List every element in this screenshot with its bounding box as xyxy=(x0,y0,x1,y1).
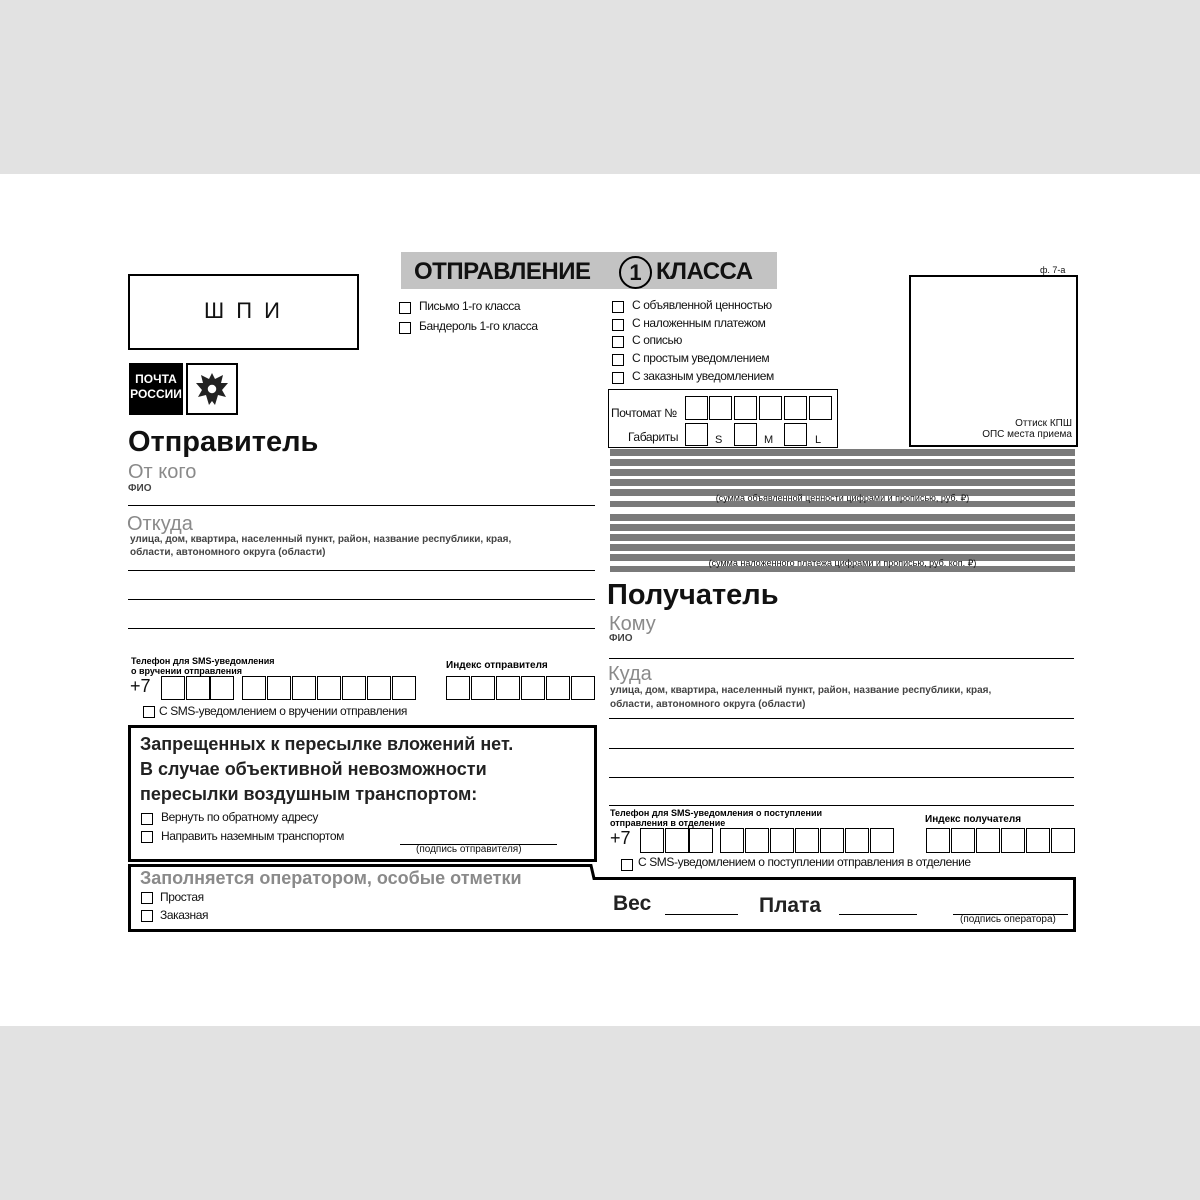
inventory-label: С описью xyxy=(632,333,682,347)
recipient-phone-digit-cell[interactable] xyxy=(870,828,894,853)
sender-index-digit-cell[interactable] xyxy=(521,676,545,700)
postamat-digit-cell[interactable] xyxy=(709,396,732,420)
recipient-index-digit-cell[interactable] xyxy=(1001,828,1025,853)
postamat-digit-cell[interactable] xyxy=(685,396,708,420)
sender-index-label: Индекс отправителя xyxy=(446,660,548,671)
return-checkbox[interactable] xyxy=(141,813,153,825)
recipient-to-label: Кому xyxy=(609,613,656,635)
sender-address-line[interactable] xyxy=(128,570,595,571)
sender-name-hint: ФИО xyxy=(128,483,152,494)
recipient-index-label: Индекс получателя xyxy=(925,814,1022,825)
letter-checkbox[interactable] xyxy=(399,302,411,314)
recipient-phone-digit-cell[interactable] xyxy=(665,828,689,853)
sender-phone-label-1: Телефон для SMS-уведомления xyxy=(131,656,275,666)
recipient-phone-digit-cell[interactable] xyxy=(820,828,844,853)
sender-phone-digit-cell[interactable] xyxy=(292,676,316,700)
sender-sms-label: С SMS-уведомлением о вручении отправления xyxy=(159,704,408,718)
operator-signature-caption: (подпись оператора) xyxy=(960,914,1056,925)
weight-line[interactable] xyxy=(665,914,738,915)
simple-label: Простая xyxy=(160,890,204,904)
sender-phone-digit-cell[interactable] xyxy=(367,676,391,700)
stripe xyxy=(610,469,1075,476)
recipient-index-digit-cell[interactable] xyxy=(926,828,950,853)
sender-index-digit-cell[interactable] xyxy=(446,676,470,700)
recipient-phone-prefix: +7 xyxy=(610,828,631,848)
sender-title: Отправитель xyxy=(128,426,319,458)
recipient-phone-digit-cell[interactable] xyxy=(640,828,664,853)
sender-address-hint-1: улица, дом, квартира, населенный пункт, район, название республики, края, xyxy=(130,534,512,545)
sender-phone-digit-cell[interactable] xyxy=(342,676,366,700)
postamat-digit-cell[interactable] xyxy=(734,396,757,420)
sender-phone-digit-cell[interactable] xyxy=(317,676,341,700)
operator-title: Заполняется оператором, особые отметки xyxy=(140,868,522,888)
sender-phone-prefix: +7 xyxy=(130,676,151,696)
sender-sms-checkbox[interactable] xyxy=(143,706,155,718)
recipient-phone-digit-cell[interactable] xyxy=(745,828,769,853)
return-label: Вернуть по обратному адресу xyxy=(161,810,318,824)
sender-signature-caption: (подпись отправителя) xyxy=(416,844,522,855)
stamp-label-1: Оттиск КПШ xyxy=(1015,418,1072,429)
stripe xyxy=(610,459,1075,466)
recipient-phone-digit-cell[interactable] xyxy=(845,828,869,853)
prohibited-line-2: В случае объективной невозможности xyxy=(140,759,487,779)
stripe xyxy=(610,479,1075,486)
cod-caption: (сумма наложенного платежа цифрами и прописью, руб. коп. ₽) xyxy=(708,558,977,568)
recipient-address-line[interactable] xyxy=(609,805,1074,806)
eagle-emblem-icon xyxy=(186,363,238,415)
declared-value-checkbox[interactable] xyxy=(612,301,624,313)
recipient-phone-digit-cell[interactable] xyxy=(689,828,713,853)
recipient-address-line[interactable] xyxy=(609,718,1074,719)
registered-notice-label: С заказным уведомлением xyxy=(632,369,774,383)
sender-phone-label-2: о вручении отправления xyxy=(131,666,243,676)
sender-name-line[interactable] xyxy=(128,505,595,506)
recipient-name-hint: ФИО xyxy=(609,633,633,644)
inventory-checkbox[interactable] xyxy=(612,336,624,348)
sender-phone-digit-cell[interactable] xyxy=(392,676,416,700)
postamat-digit-cell[interactable] xyxy=(784,396,807,420)
sender-phone-digit-cell[interactable] xyxy=(161,676,185,700)
payment-line[interactable] xyxy=(839,914,917,915)
recipient-index-digit-cell[interactable] xyxy=(976,828,1000,853)
prohibited-line-1: Запрещенных к пересылке вложений нет. xyxy=(140,734,514,754)
size-m-label: M xyxy=(764,434,774,446)
recipient-index-digit-cell[interactable] xyxy=(1026,828,1050,853)
prohibited-line-3: пересылки воздушным транспортом: xyxy=(140,784,478,804)
sender-address-line[interactable] xyxy=(128,628,595,629)
sender-index-digit-cell[interactable] xyxy=(546,676,570,700)
recipient-phone-digit-cell[interactable] xyxy=(795,828,819,853)
stripe xyxy=(610,534,1075,541)
recipient-title: Получатель xyxy=(607,579,779,611)
size-l-box[interactable] xyxy=(784,423,807,446)
class-number-circle: 1 xyxy=(619,256,652,289)
size-m-box[interactable] xyxy=(734,423,757,446)
sender-address-hint-2: области, автономного округа (области) xyxy=(130,547,326,558)
stripe xyxy=(610,544,1075,551)
form-sheet xyxy=(0,174,1200,1026)
weight-label: Вес xyxy=(613,892,652,915)
declared-value-caption: (сумма объявленной ценности цифрами и прописью, руб. ₽) xyxy=(715,493,970,503)
cod-label: С наложенным платежом xyxy=(632,316,766,330)
sender-address-line[interactable] xyxy=(128,599,595,600)
shpi-label: Ш П И xyxy=(203,298,283,323)
registered-label: Заказная xyxy=(160,908,209,922)
recipient-name-line[interactable] xyxy=(609,658,1074,659)
postamat-digit-cell[interactable] xyxy=(809,396,832,420)
recipient-address-line[interactable] xyxy=(609,748,1074,749)
simple-notice-checkbox[interactable] xyxy=(612,354,624,366)
sender-index-digit-cell[interactable] xyxy=(471,676,495,700)
stamp-label-2: ОПС места приема xyxy=(982,429,1072,440)
sender-index-digit-cell[interactable] xyxy=(571,676,595,700)
recipient-phone-digit-cell[interactable] xyxy=(770,828,794,853)
sender-from-label: От кого xyxy=(128,461,197,483)
recipient-index-digit-cell[interactable] xyxy=(951,828,975,853)
dimensions-label: Габариты xyxy=(628,430,679,444)
parcel-checkbox[interactable] xyxy=(399,322,411,334)
postamat-digit-cell[interactable] xyxy=(759,396,782,420)
recipient-phone-label-2: отправления в отделение xyxy=(610,818,726,828)
declared-value-label: С объявленной ценностью xyxy=(632,298,772,312)
stripe xyxy=(610,514,1075,521)
size-s-box[interactable] xyxy=(685,423,708,446)
stripe xyxy=(610,449,1075,456)
sender-phone-digit-cell[interactable] xyxy=(186,676,210,700)
registered-notice-checkbox[interactable] xyxy=(612,372,624,384)
recipient-sms-label: С SMS-уведомлением о поступлении отправления в отделение xyxy=(638,855,971,869)
sender-phone-digit-cell[interactable] xyxy=(242,676,266,700)
registered-checkbox[interactable] xyxy=(141,910,153,922)
cod-checkbox[interactable] xyxy=(612,319,624,331)
payment-label: Плата xyxy=(759,894,822,917)
sender-where-label: Откуда xyxy=(127,513,193,535)
stripe xyxy=(610,524,1075,531)
sender-phone-digit-cell[interactable] xyxy=(210,676,234,700)
postamat-label: Почтомат № xyxy=(611,406,677,420)
logo-line-1: ПОЧТА xyxy=(135,372,177,386)
letter-option-label: Письмо 1-го класса xyxy=(419,299,521,313)
simple-notice-label: С простым уведомлением xyxy=(632,351,770,365)
sender-phone-digit-cell[interactable] xyxy=(267,676,291,700)
recipient-phone-label-1: Телефон для SMS-уведомления о поступлении xyxy=(610,808,823,818)
size-s-label: S xyxy=(715,434,723,446)
recipient-index-digit-cell[interactable] xyxy=(1051,828,1075,853)
ground-transport-checkbox[interactable] xyxy=(141,831,153,843)
recipient-phone-digit-cell[interactable] xyxy=(720,828,744,853)
recipient-where-label: Куда xyxy=(608,663,652,685)
form-title-left: ОТПРАВЛЕНИЕ xyxy=(414,258,591,285)
size-l-label: L xyxy=(815,434,822,446)
simple-checkbox[interactable] xyxy=(141,892,153,904)
form-code: ф. 7-а xyxy=(1040,265,1066,275)
logo-line-2: РОССИИ xyxy=(130,387,182,401)
recipient-address-hint-2: области, автономного округа (области) xyxy=(610,699,806,710)
sender-index-digit-cell[interactable] xyxy=(496,676,520,700)
recipient-address-hint-1: улица, дом, квартира, населенный пункт, район, название республики, края, xyxy=(610,685,992,696)
pochta-logo xyxy=(129,363,183,415)
parcel-option-label: Бандероль 1-го класса xyxy=(419,319,538,333)
recipient-address-line[interactable] xyxy=(609,777,1074,778)
form-title-right: КЛАССА xyxy=(656,258,753,285)
ground-transport-label: Направить наземным транспортом xyxy=(161,829,344,843)
